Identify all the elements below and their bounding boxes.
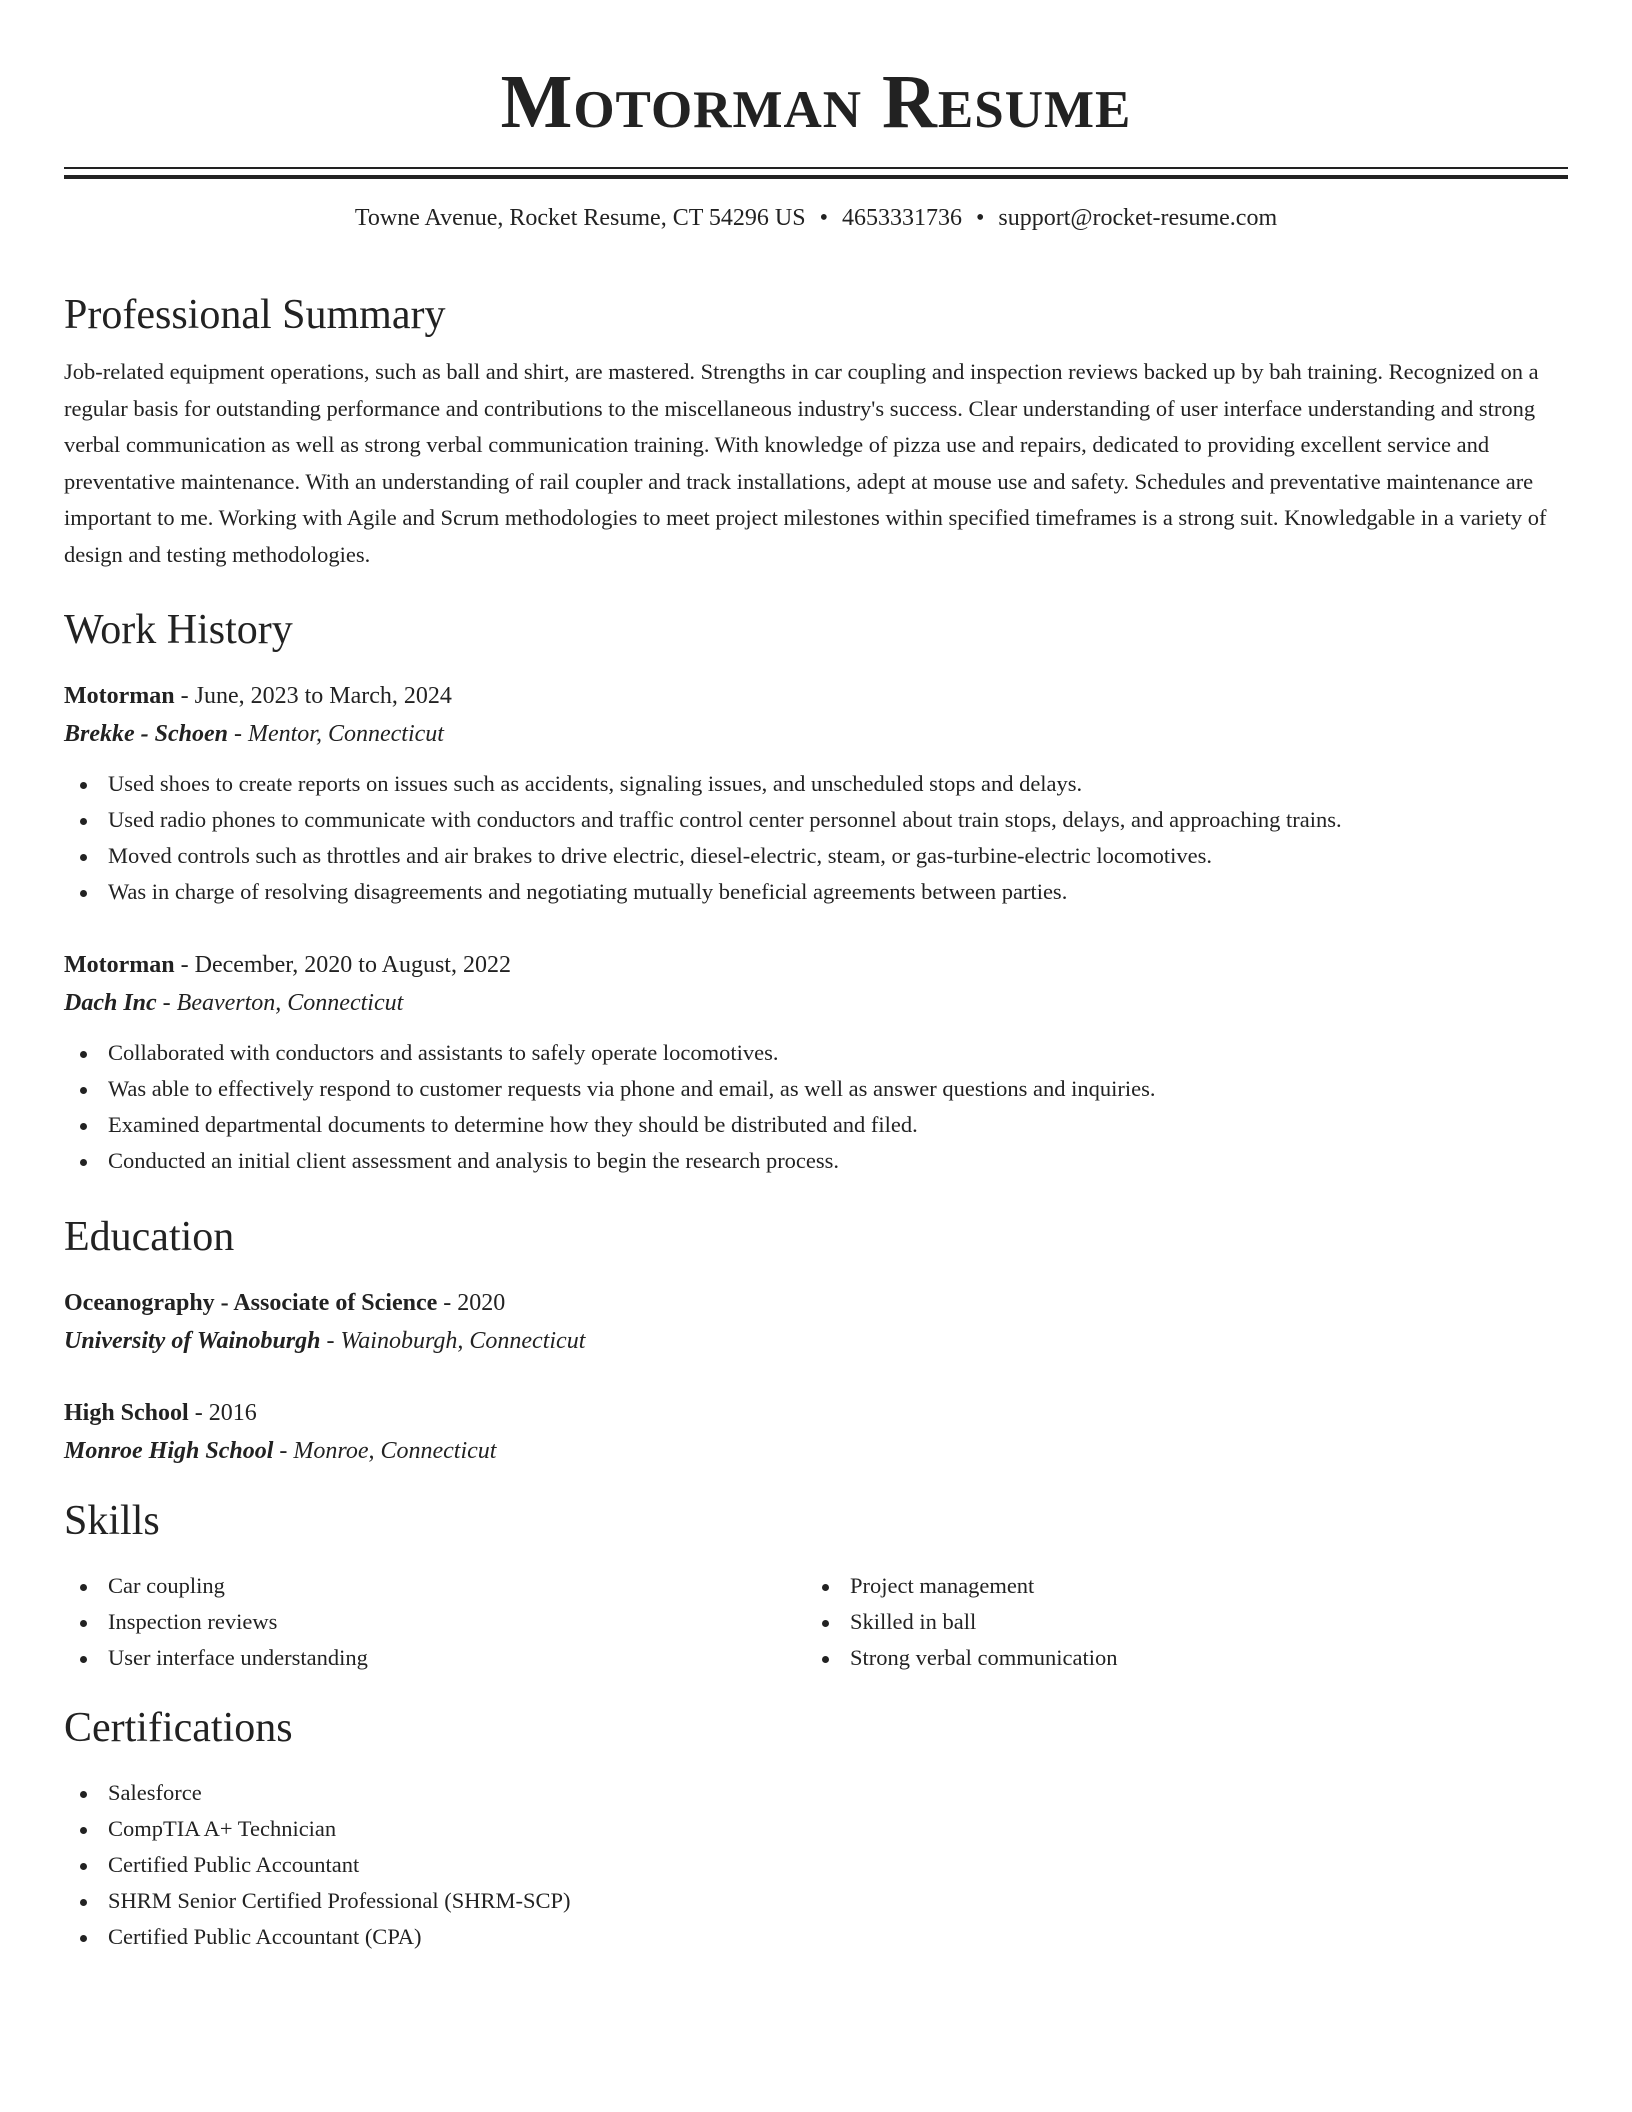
skills-column-right [806, 1568, 1548, 1676]
skill-text: Car coupling [108, 1573, 225, 1598]
bullet-text: Collaborated with conductors and assistants to safely operate locomotives. [108, 1040, 779, 1065]
bullet-dot [80, 1123, 87, 1130]
work-history-section [64, 605, 1568, 655]
bullet-dot [80, 1935, 87, 1942]
bullet-dot [80, 854, 87, 861]
list-item [64, 766, 1568, 802]
bullet-dot [80, 1656, 87, 1663]
bullet-dot [80, 1159, 87, 1166]
list-item [64, 1107, 1568, 1143]
skill-text: Inspection reviews [108, 1609, 278, 1634]
job-title-line [64, 677, 1568, 715]
list-item [64, 802, 1568, 838]
list-item [64, 1035, 1568, 1071]
bullet-dot [80, 782, 87, 789]
job-company: Dach Inc [64, 990, 157, 1016]
job-company-line [64, 984, 1568, 1022]
job-role: Motorman [64, 683, 175, 709]
education-location: - Wainoburgh, Connecticut [320, 1328, 586, 1354]
title-divider [64, 167, 1568, 179]
list-item [64, 838, 1568, 874]
education-school-line [64, 1432, 1568, 1470]
summary-section [64, 290, 1568, 573]
job-location: - Mentor, Connecticut [228, 721, 444, 747]
education-degree-line [64, 1394, 1568, 1432]
list-item [806, 1604, 1548, 1640]
summary-text: Job-related equipment operations, such as ball and shirt, are mastered. Strengths in car coupling and inspection reviews backed up by bah training. Recognized on a regular basis for outstanding performance and contributions to the miscellaneous industry's success. Clear understanding of user interface understanding and strong verbal communication as well as strong verbal communication training. With knowledge of pizza use and repairs, dedicated to providing excellent service and preventative maintenance. With an understanding of rail coupler and track installations, adept at mouse use and safety. Schedules and preventative maintenance are important to me. Working with Agile and Scrum methodologies to meet project milestones within specified timeframes is a strong suit. Knowledgable in a variety of design and testing methodologies. [64, 359, 1547, 567]
contact-separator: • [819, 205, 829, 231]
bullet-text: Was able to effectively respond to customer requests via phone and email, as well as answer questions and inquiries. [108, 1076, 1156, 1101]
list-item [64, 1919, 1568, 1955]
certification-text: SHRM Senior Certified Professional (SHRM-SCP) [108, 1888, 571, 1913]
job-location: - Beaverton, Connecticut [156, 990, 404, 1016]
list-item [806, 1640, 1548, 1676]
education-section [64, 1212, 1568, 1262]
job-entry [64, 946, 1568, 1179]
section-title-summary: Professional Summary [64, 292, 446, 338]
job-dates: - June, 2023 to March, 2024 [174, 683, 452, 709]
skill-text: User interface understanding [108, 1645, 368, 1670]
job-bullets [64, 766, 1568, 910]
skill-text: Strong verbal communication [850, 1645, 1118, 1670]
list-item [64, 1071, 1568, 1107]
bullet-dot [80, 1899, 87, 1906]
education-degree: High School [64, 1400, 189, 1426]
bullet-dot [80, 1791, 87, 1798]
certification-text: Certified Public Accountant (CPA) [108, 1924, 422, 1949]
list-item [64, 1143, 1568, 1179]
section-title-certifications: Certifications [64, 1705, 293, 1751]
section-title-work-history: Work History [64, 607, 293, 653]
job-title-line [64, 946, 1568, 984]
bullet-text: Used shoes to create reports on issues such as accidents, signaling issues, and unscheduled stops and delays. [108, 771, 1083, 796]
skill-text: Project management [850, 1573, 1035, 1598]
job-company-line [64, 715, 1568, 753]
section-title-education: Education [64, 1214, 235, 1260]
bullet-text: Examined departmental documents to determine how they should be distributed and filed. [108, 1112, 918, 1137]
list-item [64, 1604, 806, 1640]
bullet-text: Conducted an initial client assessment and analysis to begin the research process. [108, 1148, 840, 1173]
list-item [64, 1640, 806, 1676]
list-item [806, 1568, 1548, 1604]
job-company: Brekke - Schoen [64, 721, 228, 747]
certifications-list [64, 1775, 1568, 1955]
bullet-dot [822, 1620, 829, 1627]
bullet-dot [822, 1584, 829, 1591]
skills-list [64, 1568, 1568, 1676]
education-school-line [64, 1322, 1568, 1360]
list-item [64, 1568, 806, 1604]
education-entry [64, 1394, 1568, 1470]
job-bullets [64, 1035, 1568, 1179]
education-entry [64, 1284, 1568, 1360]
certification-text: Salesforce [108, 1780, 202, 1805]
section-title-skills: Skills [64, 1498, 160, 1544]
contact-separator: • [976, 205, 985, 231]
skills-column-left [64, 1568, 806, 1676]
contact-email: support@rocket-resume.com [998, 205, 1278, 231]
job-entry [64, 677, 1568, 910]
contact-address: Towne Avenue, Rocket Resume, CT 54296 US [354, 205, 806, 231]
education-year: - 2016 [188, 1400, 257, 1426]
bullet-text: Moved controls such as throttles and air brakes to drive electric, diesel-electric, steam, or gas-turbine-electric locomotives. [108, 843, 1212, 868]
list-item [64, 874, 1568, 910]
education-year: - 2020 [437, 1290, 506, 1316]
skills-section [64, 1496, 1568, 1546]
list-item [64, 1811, 1568, 1847]
bullet-dot [80, 1863, 87, 1870]
bullet-dot [80, 1827, 87, 1834]
skill-text: Skilled in ball [850, 1609, 977, 1634]
resume-page [64, 0, 1568, 1949]
bullet-dot [80, 818, 87, 825]
bullet-text: Was in charge of resolving disagreements and negotiating mutually beneficial agreements between parties. [108, 879, 1068, 904]
bullet-dot [80, 1087, 87, 1094]
job-role: Motorman [64, 952, 175, 978]
education-degree-line [64, 1284, 1568, 1322]
education-degree: Oceanography - Associate of Science [64, 1290, 438, 1316]
bullet-dot [80, 1584, 87, 1591]
bullet-dot [80, 890, 87, 897]
resume-title: Motorman Resume [500, 60, 1132, 144]
job-dates: - December, 2020 to August, 2022 [174, 952, 511, 978]
certifications-bullets [64, 1775, 1568, 1955]
bullet-text: Used radio phones to communicate with conductors and traffic control center personnel about train stops, delays, and approaching trains. [108, 807, 1342, 832]
education-location: - Monroe, Connecticut [273, 1438, 497, 1464]
list-item [64, 1883, 1568, 1919]
certifications-section [64, 1703, 1568, 1753]
contact-phone: 4653331736 [842, 205, 963, 231]
bullet-dot [822, 1656, 829, 1663]
list-item [64, 1847, 1568, 1883]
bullet-dot [80, 1620, 87, 1627]
contact-line [64, 203, 1568, 233]
education-school: Monroe High School [64, 1438, 274, 1464]
list-item [64, 1775, 1568, 1811]
bullet-dot [80, 1051, 87, 1058]
education-school: University of Wainoburgh [64, 1328, 321, 1354]
certification-text: CompTIA A+ Technician [108, 1816, 337, 1841]
certification-text: Certified Public Accountant [108, 1852, 360, 1877]
